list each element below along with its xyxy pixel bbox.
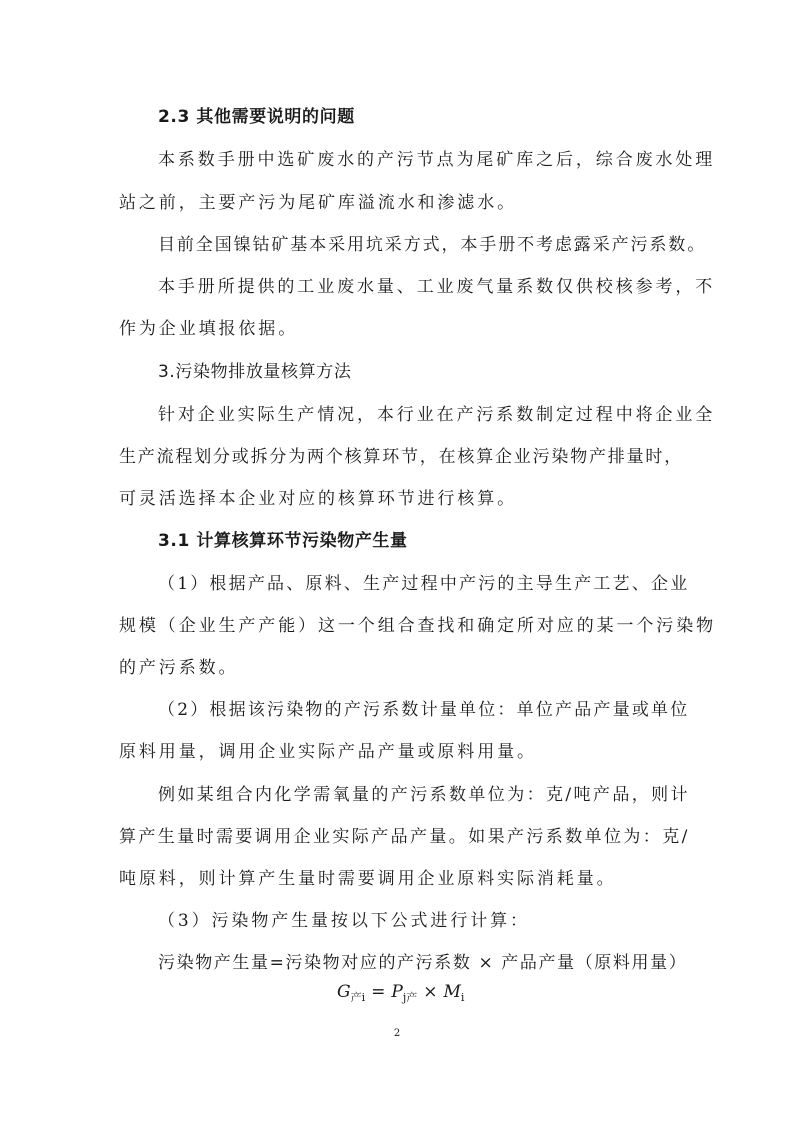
paragraph-line: （3）污染物产生量按以下公式进行计算： — [158, 911, 530, 931]
formula-g-subscript: 产i — [350, 991, 366, 1004]
formula-p: P — [391, 982, 403, 1002]
paragraph-line: （1）根据产品、原料、生产过程中产污的主导生产工艺、企业 — [158, 574, 690, 594]
paragraph-line: 本手册所提供的工业废水量、工业废气量系数仅供校核参考，不 — [158, 277, 716, 297]
paragraph-line: 针对企业实际生产情况，本行业在产污系数制定过程中将企业全 — [158, 405, 716, 425]
paragraph-line: 本系数手册中选矿废水的产污节点为尾矿库之后，综合废水处理 — [158, 150, 716, 170]
section-heading-3: 3.污染物排放量核算方法 — [158, 362, 352, 382]
paragraph-line: 算产生量时需要调用企业实际产品产量。如果产污系数单位为：克/ — [119, 827, 690, 847]
paragraph-line: 例如某组合内化学需氧量的产污系数单位为：克/吨产品，则计 — [158, 785, 690, 805]
formula-p-subscript: j产 — [402, 991, 418, 1004]
formula-m-subscript: i — [460, 991, 465, 1004]
formula — [337, 981, 464, 1009]
formula-equals: = — [371, 982, 386, 1002]
formula-times: × — [423, 982, 438, 1002]
paragraph-line: 目前全国镍钴矿基本采用坑采方式，本手册不考虑露采产污系数。 — [158, 235, 707, 255]
paragraph-line: 可灵活选择本企业对应的核算环节进行核算。 — [119, 489, 517, 509]
paragraph-line: 生产流程划分或拆分为两个核算环节，在核算企业污染物产排量时， — [119, 447, 683, 467]
paragraph-line: 吨原料，则计算产生量时需要调用企业原料实际消耗量。 — [119, 869, 617, 889]
formula-m: M — [443, 982, 461, 1002]
paragraph-line: 原料用量，调用企业实际产品产量或原料用量。 — [119, 742, 537, 762]
section-heading-2-3: 2.3 其他需要说明的问题 — [158, 107, 355, 127]
paragraph-line: （2）根据该污染物的产污系数计量单位：单位产品产量或单位 — [158, 700, 690, 720]
paragraph-line: 规模（企业生产产能）这一个组合查找和确定所对应的某一个污染物 — [119, 616, 716, 636]
paragraph-line: 作为企业填报依据。 — [119, 319, 299, 339]
paragraph-line: 的产污系数。 — [119, 658, 239, 678]
paragraph-line: 污染物产生量=污染物对应的产污系数 × 产品产量（原料用量） — [158, 953, 688, 973]
formula-g: G — [337, 982, 351, 1002]
section-heading-3-1: 3.1 计算核算环节污染物产生量 — [158, 531, 408, 551]
page-number: 2 — [393, 1028, 401, 1039]
paragraph-line: 站之前，主要产污为尾矿库溢流水和渗滤水。 — [119, 193, 517, 213]
